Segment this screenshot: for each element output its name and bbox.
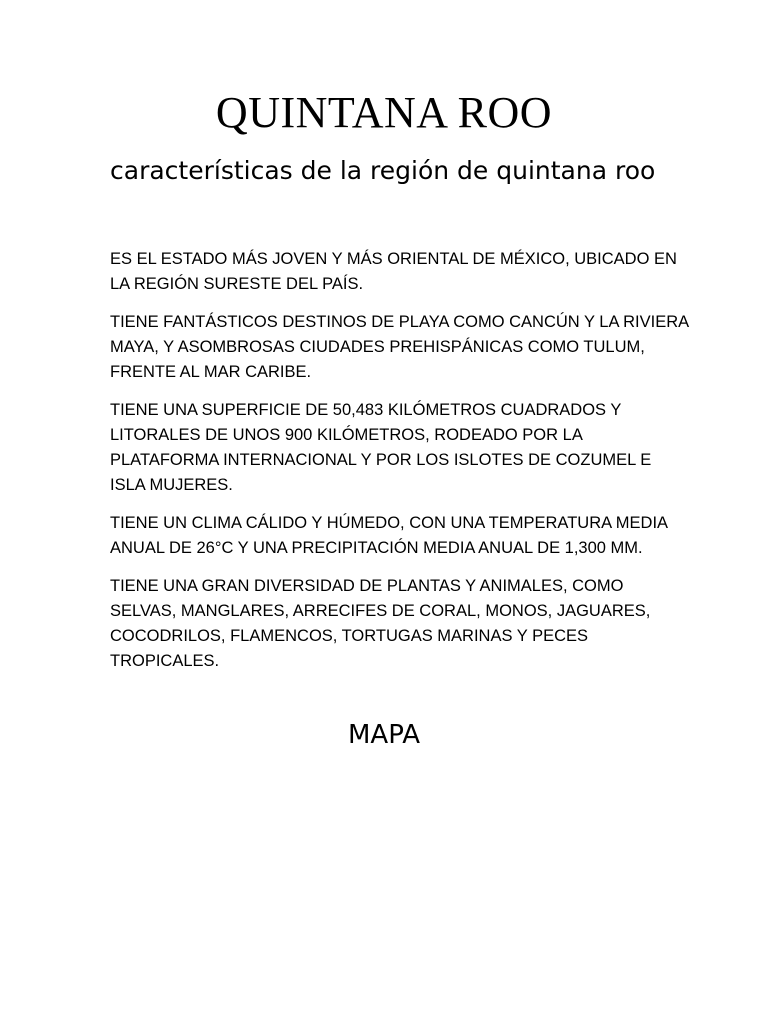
paragraph-climate: TIENE UN CLIMA CÁLIDO Y HÚMEDO, CON UNA TEMPERATURA MEDIA ANUAL DE 26°C Y UNA PRECIPITACIÓN MEDIA ANUAL DE 1,300 MM. <box>110 514 668 557</box>
paragraph-biodiversity: TIENE UNA GRAN DIVERSIDAD DE PLANTAS Y ANIMALES, COMO SELVAS, MANGLARES, ARRECIFES DE CORAL, MONOS, JAGUARES, COCODRILOS, FLAMENCOS, TORTUGAS MARINAS Y PECES TROPICALES. <box>110 577 651 670</box>
document-body <box>110 247 690 687</box>
document-title: QUINTANA ROO <box>215 88 553 137</box>
paragraph-destinations: TIENE FANTÁSTICOS DESTINOS DE PLAYA COMO CANCÚN Y LA RIVIERA MAYA, Y ASOMBROSAS CIUDADES PREHISPÁNICAS COMO TULUM, FRENTE AL MAR CARIBE. <box>110 313 689 381</box>
paragraph-surface: TIENE UNA SUPERFICIE DE 50,483 KILÓMETROS CUADRADOS Y LITORALES DE UNOS 900 KILÓMETROS, RODEADO POR LA PLATAFORMA INTERNACIONAL Y POR LOS ISLOTES DE COZUMEL E ISLA MUJERES. <box>110 401 652 494</box>
document-subtitle: características de la región de quintana roo <box>110 156 656 185</box>
paragraph-location: ES EL ESTADO MÁS JOVEN Y MÁS ORIENTAL DE MÉXICO, UBICADO EN LA REGIÓN SURESTE DEL PAÍS. <box>110 250 677 293</box>
map-section-label: MAPA <box>347 720 421 750</box>
